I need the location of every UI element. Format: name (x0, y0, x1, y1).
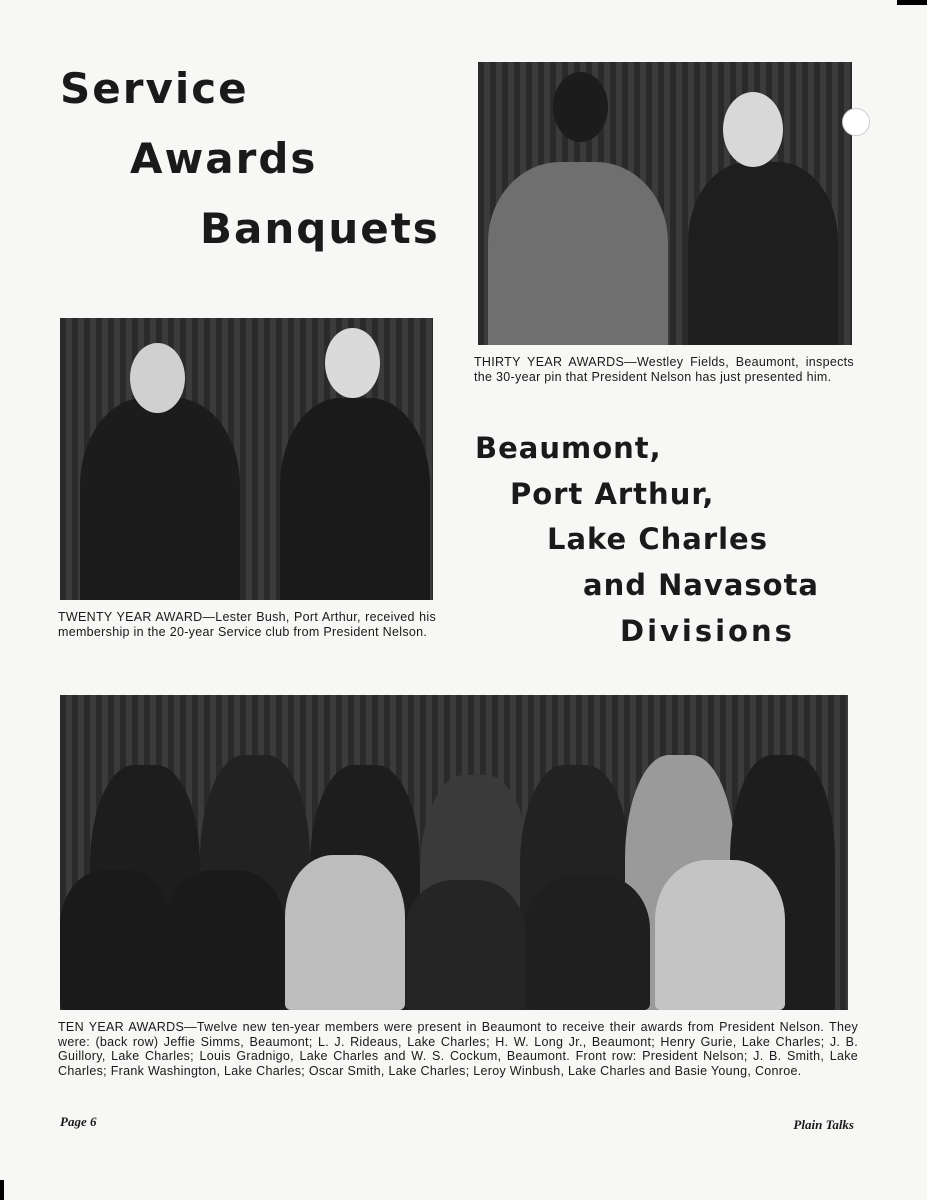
headline-line-5: Divisions (620, 614, 795, 648)
title-line-2: Awards (130, 134, 318, 183)
headline-line-4: and Navasota (583, 568, 819, 602)
title-line-3: Banquets (200, 204, 440, 253)
page-number: Page 6 (60, 1114, 97, 1129)
headline-line-3: Lake Charles (547, 522, 768, 556)
headline-line-1: Beaumont, (475, 431, 662, 465)
caption-ten-year: TEN YEAR AWARDS—Twelve new ten-year members were present in Beaumont to receive their awards from President Nelson. They were: (back row) Jeffie Simms, Beaumont; L. J. Rideaus, Lake Charles; H. W. Long Jr., Beaumont; Henry Gurie, Lake Charles; J. B. Guillory, Lake Charles; Louis Gradnigo, Lake Charles and W. S. Cockum, Beaumont. Front row: President Nelson; J. B. Smith, Lake Charles; Frank Washington, Lake Charles; Oscar Smith, Lake Charles; Leroy Winbush, Lake Charles and Basie Young, Conroe. (58, 1020, 858, 1078)
photo-thirty-year-award (478, 62, 852, 345)
headline-line-2: Port Arthur, (510, 477, 715, 511)
publication-name: Plain Talks (793, 1117, 854, 1132)
caption-thirty-year: THIRTY YEAR AWARDS—Westley Fields, Beaumont, inspects the 30-year pin that President Nelson has just presented him. (474, 355, 854, 384)
binder-hole (842, 108, 870, 136)
scan-edge (0, 1180, 4, 1200)
photo-ten-year-awards (60, 695, 848, 1010)
title-line-1: Service (60, 64, 249, 113)
photo-twenty-year-award (60, 318, 433, 600)
scan-edge (897, 0, 927, 5)
caption-twenty-year: TWENTY YEAR AWARD—Lester Bush, Port Arthur, received his membership in the 20-year Service club from President Nelson. (58, 610, 436, 639)
